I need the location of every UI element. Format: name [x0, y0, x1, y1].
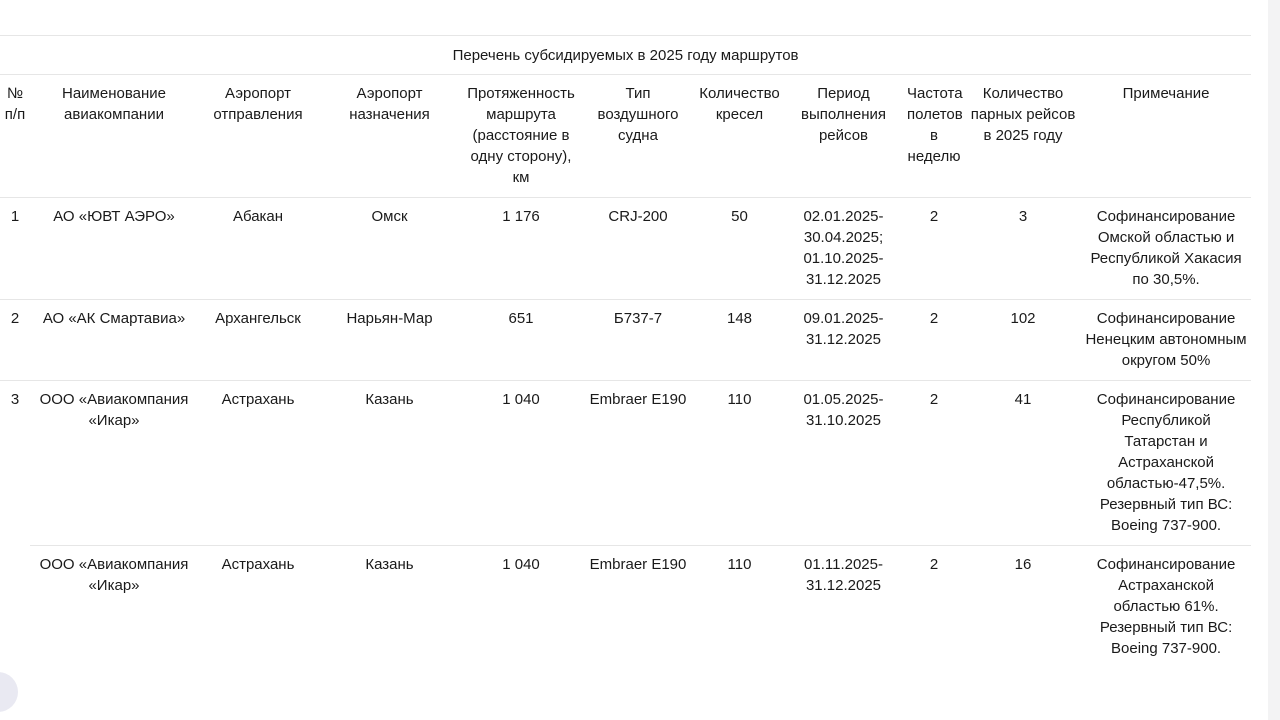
cell-number: 2 [0, 300, 30, 381]
header-seats: Количество кресел [695, 75, 784, 198]
cell-paired-flights: 16 [1014, 556, 1032, 573]
table-row [0, 381, 1251, 546]
table-row [0, 198, 1251, 300]
cell-frequency: 2 [903, 198, 965, 300]
table-row [0, 546, 1251, 669]
cell-destination: Омск [318, 198, 461, 300]
cell-seats: 110 [695, 381, 784, 546]
cell-aircraft: CRJ-200 [581, 198, 695, 300]
cell-frequency: 2 [903, 300, 965, 381]
cell-paired-flights: 3 [965, 198, 1081, 300]
header-distance: Протяженность маршрута (расстояние в одну сторону), км [461, 75, 581, 198]
cell-paired-flights: 102 [965, 300, 1081, 381]
cell-period: 02.01.2025-30.04.2025; 01.10.2025-31.12.2025 [784, 198, 903, 300]
cell-departure: Астрахань [221, 556, 295, 573]
cell-destination: Нарьян-Мар [318, 300, 461, 381]
header-airline: Наименование авиакомпании [30, 75, 198, 198]
cell-note: Софинансирование Астраханской областью 61%. Резервный тип ВС: Boeing 737-900. [1096, 556, 1236, 657]
cell-period: 01.05.2025-31.10.2025 [784, 381, 903, 546]
cell-departure: Астрахань [198, 381, 318, 546]
header-departure-airport: Аэропорт отправления [198, 75, 318, 198]
cell-aircraft: Embraer E190 [581, 381, 695, 546]
table-row [0, 300, 1251, 381]
cell-period: 01.11.2025-31.12.2025 [804, 556, 883, 594]
table-header-row [0, 75, 1251, 198]
cell-airline: АО «АК Смартавиа» [30, 300, 198, 381]
cell-destination: Казань [365, 556, 414, 573]
table-caption-row [0, 36, 1251, 75]
cell-distance: 651 [461, 300, 581, 381]
cell-number [0, 546, 30, 669]
cell-departure: Архангельск [198, 300, 318, 381]
cell-frequency: 2 [929, 556, 939, 573]
routes-table [0, 35, 1251, 668]
cell-number: 1 [0, 198, 30, 300]
header-destination-airport: Аэропорт назначения [318, 75, 461, 198]
cell-destination: Казань [318, 381, 461, 546]
cell-period: 09.01.2025-31.12.2025 [784, 300, 903, 381]
routes-table-container [0, 35, 1251, 668]
cell-note: Софинансирование Омской областью и Республикой Хакасия по 30,5%. [1081, 198, 1251, 300]
cell-distance: 1 176 [461, 198, 581, 300]
header-paired-flights: Количество парных рейсов в 2025 году [965, 75, 1081, 198]
cell-number: 3 [10, 391, 20, 408]
cell-frequency: 2 [903, 381, 965, 546]
cell-airline: ООО «Авиакомпания «Икар» [39, 556, 189, 594]
header-number: № п/п [0, 75, 30, 198]
cell-paired-flights: 41 [965, 381, 1081, 546]
cell-seats: 148 [695, 300, 784, 381]
cell-airline: ООО «Авиакомпания «Икар» [30, 381, 198, 546]
vertical-scrollbar[interactable] [1268, 0, 1280, 720]
decorative-corner-shape [0, 672, 18, 712]
cell-seats: 110 [727, 556, 752, 573]
cell-distance: 1 040 [461, 381, 581, 546]
cell-seats: 50 [695, 198, 784, 300]
header-note: Примечание [1081, 75, 1251, 198]
header-period: Период выполнения рейсов [784, 75, 903, 198]
cell-departure: Абакан [198, 198, 318, 300]
header-frequency: Частота полетов в неделю [903, 75, 965, 198]
header-aircraft-type: Тип воздушного судна [581, 75, 695, 198]
cell-airline: АО «ЮВТ АЭРО» [30, 198, 198, 300]
cell-aircraft: Б737-7 [581, 300, 695, 381]
table-caption: Перечень субсидируемых в 2025 году маршрутов [0, 36, 1251, 75]
cell-note: Софинансирование Республикой Татарстан и Астраханской областью-47,5%. Резервный тип ВС: Boeing 737-900. [1081, 381, 1251, 546]
cell-distance: 1 040 [502, 556, 540, 573]
cell-aircraft: Embraer E190 [589, 556, 687, 573]
cell-note: Софинансирование Ненецким автономным округом 50% [1081, 300, 1251, 381]
